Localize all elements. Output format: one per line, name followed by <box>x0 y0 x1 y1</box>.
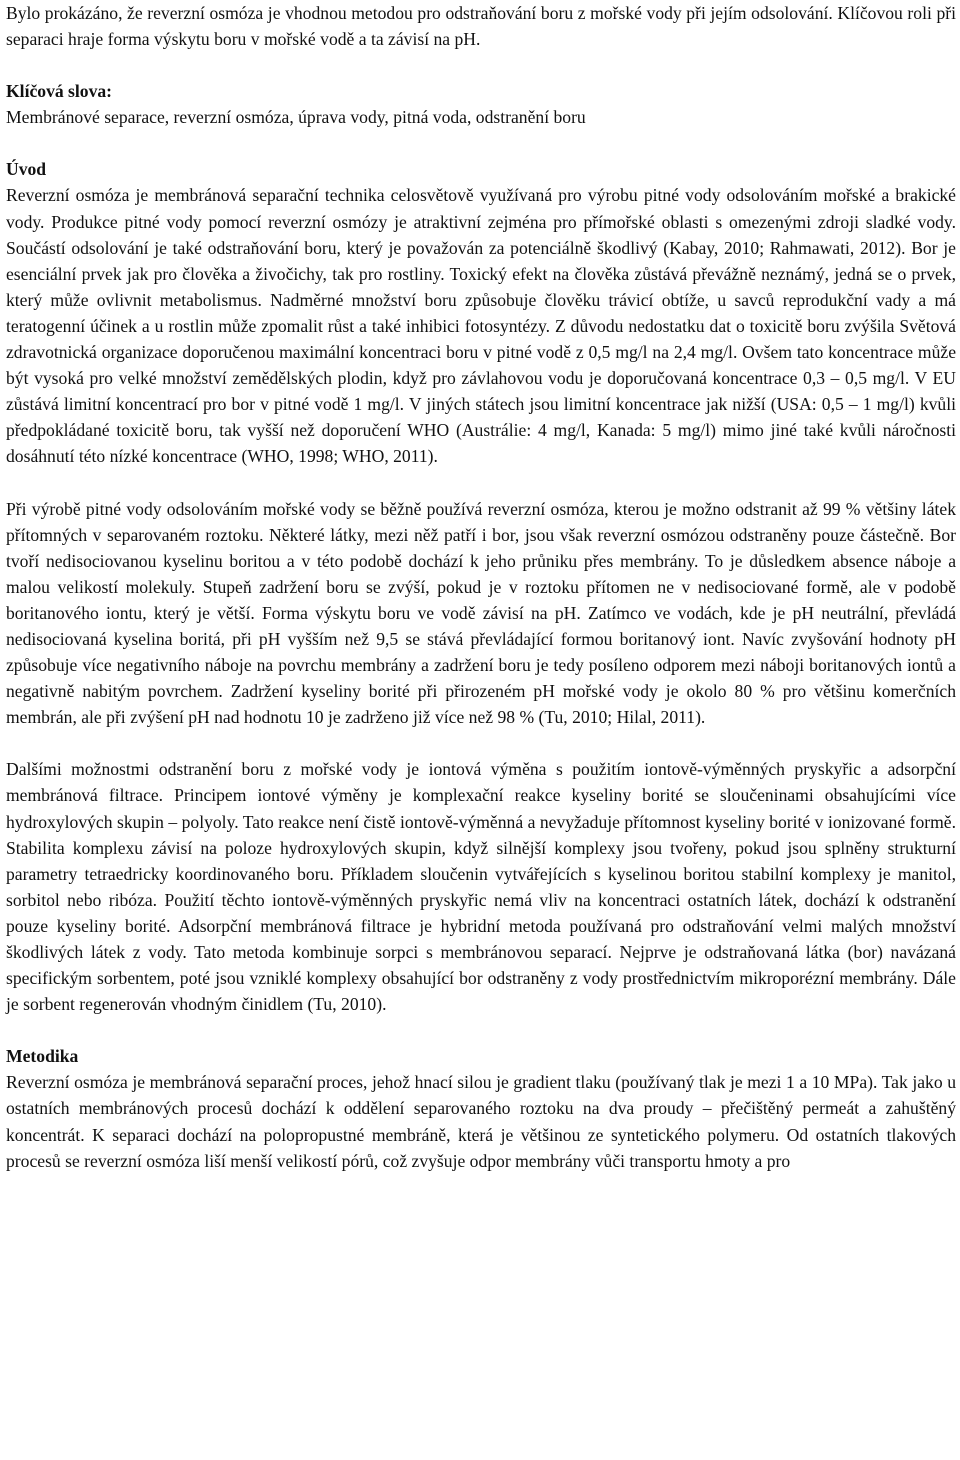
spacer <box>6 730 956 756</box>
keywords-text: Membránové separace, reverzní osmóza, úprava vody, pitná voda, odstranění boru <box>6 107 586 128</box>
intro-paragraph: Bylo prokázáno, že reverzní osmóza je vhodnou metodou pro odstraňování boru z mořské vody při jejím odsolování. Klíčovou roli při separaci hraje forma výskytu boru v mořské vodě a ta závisí na pH. <box>6 3 956 50</box>
uvod-paragraph-2: Při výrobě pitné vody odsolováním mořské vody se běžně používá reverzní osmóza, kterou je možno odstranit až 99 % většiny látek přítomných v separovaném roztoku. Některé látky, mezi něž patří i bor, jsou však reverzní osmózou odstraněny pouze částečně. Bor tvoří nedisociovanou kyselinu boritou a v této podobě dochází k jeho průniku přes membrány. To je důsledkem absence náboje a malou velikostí molekuly. Stupeň zadržení boru se zvýší, pokud je v roztoku přítomen ne v nedisociované formě, ale v podobě boritanového iontu, který je větší. Forma výskytu boru ve vodě závisí na pH. Zatímco ve vodách, kde je pH neutrální, převládá nedisociovaná kyselina boritá, při pH vyšším než 9,5 se stává převládající formou boritanový iont. Navíc zvyšování hodnoty pH způsobuje více negativního náboje na povrchu membrány a zadržení boru je tedy posíleno odporem mezi náboji boritanových iontů a negativně nabitým povrchem. Zadržení kyseliny borité při přirozeném pH mořské vody je okolo 80 % pro většinu komerčních membrán, ale při zvýšení pH nad hodnotu 10 je zadrženo již více než 98 % (Tu, 2010; Hilal, 2011). <box>6 498 956 728</box>
spacer <box>6 470 956 496</box>
section-heading-uvod: Úvod <box>6 159 47 180</box>
uvod-paragraph-1: Reverzní osmóza je membránová separační technika celosvětově využívaná pro výrobu pitné vody odsolováním mořské a brakické vody. Produkce pitné vody pomocí reverzní osmózy je atraktivní zejména pro přímořské oblasti s omezenými zdroji sladké vody. Součástí odsolování je také odstraňování boru, který je považován za potenciálně škodlivý (Kabay, 2010; Rahmawati, 2012). Bor je esenciální prvek jak pro člověka a živočichy, tak pro rostliny. Toxický efekt na člověka zůstává převážně neznámý, jedná se o prvek, který může ovlivnit metabolismus. Nadměrné množství boru způsobuje člověku trávicí obtíže, u savců reprodukční vady a má teratogenní účinek a u rostlin může zpomalit růst a také inhibici fotosyntézy. Z důvodu nedostatku dat o toxicitě boru zvýšila Světová zdravotnická organizace doporučenou maximální koncentraci boru v pitné vodě z 0,5 mg/l na 2,4 mg/l. Ovšem tato koncentrace může být vysoká pro velké množství zemědělských plodin, když pro závlahovou vodu je doporučovaná koncentrace 0,3 – 0,5 mg/l. V EU zůstává limitní koncentrací pro bor v pitné vodě 1 mg/l. V jiných státech jsou limitní koncentrace jak nižší (USA: 0,5 – 1 mg/l) kvůli předpokládané toxicitě boru, tak vyšší než doporučení WHO (Austrálie: 4 mg/l, Kanada: 5 mg/l) mimo jiné také kvůli náročnosti dosáhnutí této nízké koncentrace (WHO, 1998; WHO, 2011). <box>6 185 956 467</box>
keywords-heading: Klíčová slova: <box>6 81 113 102</box>
spacer <box>6 52 956 78</box>
spacer <box>6 1017 956 1043</box>
section-heading-metodika: Metodika <box>6 1046 79 1067</box>
metodika-paragraph-1: Reverzní osmóza je membránová separační proces, jehož hnací silou je gradient tlaku (používaný tlak je mezi 1 a 10 MPa). Tak jako u ostatních membránových procesů dochází k oddělení separovaného roztoku na dva proudy – přečištěný permeát a zahuštěný koncentrát. K separaci dochází na polopropustné membráně, která je většinou ze syntetického polymeru. Od ostatních tlakových procesů se reverzní osmóza liší menší velikostí pórů, což zvyšuje odpor membrány vůči transportu hmoty a pro <box>6 1072 956 1171</box>
uvod-paragraph-3: Dalšími možnostmi odstranění boru z mořské vody je iontová výměna s použitím iontově-výměnných pryskyřic a adsorpční membránová filtrace. Principem iontové výměny je komplexační reakce kyseliny borité se sloučeninami obsahujícími více hydroxylových skupin – polyoly. Tato reakce není čistě iontově-výměnná a nevyžaduje přítomnost kyseliny borité v ionizované formě. Stabilita komplexu závisí na poloze hydroxylových skupin, když silnější komplexy jsou tvořeny, pokud jsou splněny strukturní parametry tetraedricky koordinovaného boru. Příkladem sloučenin vytvářejících s kyselinou boritou stabilní komplexy je manitol, sorbitol nebo ribóza. Použití těchto iontově-výměnných pryskyřic nemá vliv na koncentraci ostatních látek, dochází k odstranění pouze kyseliny borité. Adsorpční membránová filtrace je hybridní metoda používaná pro odstraňování velmi malých množství škodlivých látek z vody. Tato metoda kombinuje sorpci s membránovou separací. Nejprve je odstraňovaná látka (bor) navázaná specifickým sorbentem, poté jsou vzniklé komplexy obsahující bor odstraněny z vody prostřednictvím mikroporézní membrány. Dále je sorbent regenerován vhodným činidlem (Tu, 2010). <box>6 759 956 1015</box>
spacer <box>6 130 956 156</box>
